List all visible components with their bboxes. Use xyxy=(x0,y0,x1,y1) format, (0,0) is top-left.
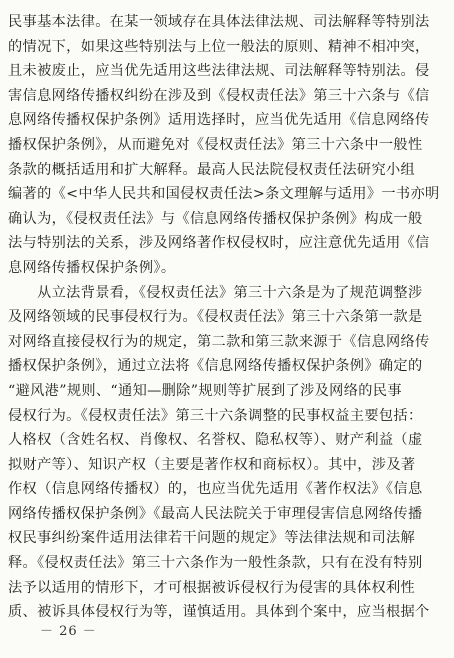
text-line: 网络传播权保护条例》《最高人民法院关于审理侵害信息网络传播 xyxy=(8,505,423,522)
text-line: 质、被诉具体侵权行为等，谨慎适用。具体到个案中，应当根据个 xyxy=(8,604,430,621)
text-line: 对网络直接侵权行为的规定，第二款和第三款来源于《信息网络传 xyxy=(8,333,430,350)
text-line: 息网络传播权保护条例》。 xyxy=(8,259,176,276)
text-line: 侵权行为。《侵权责任法》第三十六条调整的民事权益主要包括： xyxy=(8,407,423,424)
text-line: 且未被废止，应当优先适用这些法律法规、司法解释等特别法。侵 xyxy=(8,63,430,80)
text-line: “避风港”规则、“通知—删除”规则等扩展到了涉及网络的民事 xyxy=(8,382,402,399)
text-line: 法予以适用的情形下，才可根据被诉侵权行为侵害的具体权利性 xyxy=(8,579,416,596)
text-line: 人格权（含姓名权、肖像权、名誉权、隐私权等）、财产利益（虚 xyxy=(8,432,423,449)
text-line: 从立法背景看，《侵权责任法》第三十六条是为了规范调整涉 xyxy=(8,284,423,301)
text-line: 编著的《<中华人民共和国侵权责任法>条文理解与适用》一书亦明 xyxy=(8,186,440,203)
text-line: 拟财产等）、知识产权（主要是著作权和商标权）。其中，涉及著 xyxy=(8,456,416,473)
text-line: 权民事纠纷案件适用法律若干问题的规定》等法律法规和司法解 xyxy=(8,530,416,547)
text-line: 民事基本法律。在某一领域存在具体法律法规、司法解释等特别法 xyxy=(8,14,430,30)
text-line: 播权保护条例》，通过立法将《信息网络传播权保护条例》确定的 xyxy=(8,358,423,375)
page-number: － 26 － xyxy=(40,624,97,639)
text-line: 法与特别法的关系，涉及网络著作权侵权时，应注意优先适用《信 xyxy=(8,235,430,252)
text-line: 及网络领域的民事侵权行为。《侵权责任法》第三十六条第一款是 xyxy=(8,309,423,326)
text-line: 作权（信息网络传播权）的，也应当优先适用《著作权法》《信息 xyxy=(8,481,423,498)
page-body xyxy=(8,10,448,625)
text-line: 释。《侵权责任法》第三十六条作为一般性条款，只有在没有特别 xyxy=(8,555,423,572)
text-line: 的情况下，如果这些特别法与上位一般法的原则、精神不相冲突， xyxy=(8,38,430,55)
text-line: 害信息网络传播权纠纷在涉及到《侵权责任法》第三十六条与《信 xyxy=(8,87,430,104)
text-line: 确认为，《侵权责任法》与《信息网络传播权保护条例》构成一般 xyxy=(8,210,423,227)
text-line: 播权保护条例》，从而避免对《侵权责任法》第三十六条中一般性 xyxy=(8,136,423,153)
text-line: 条款的概括适用和扩大解释。最高人民法院侵权责任法研究小组 xyxy=(8,161,416,178)
text-line: 息网络传播权保护条例》适用选择时，应当优先适用《信息网络传 xyxy=(8,112,430,129)
